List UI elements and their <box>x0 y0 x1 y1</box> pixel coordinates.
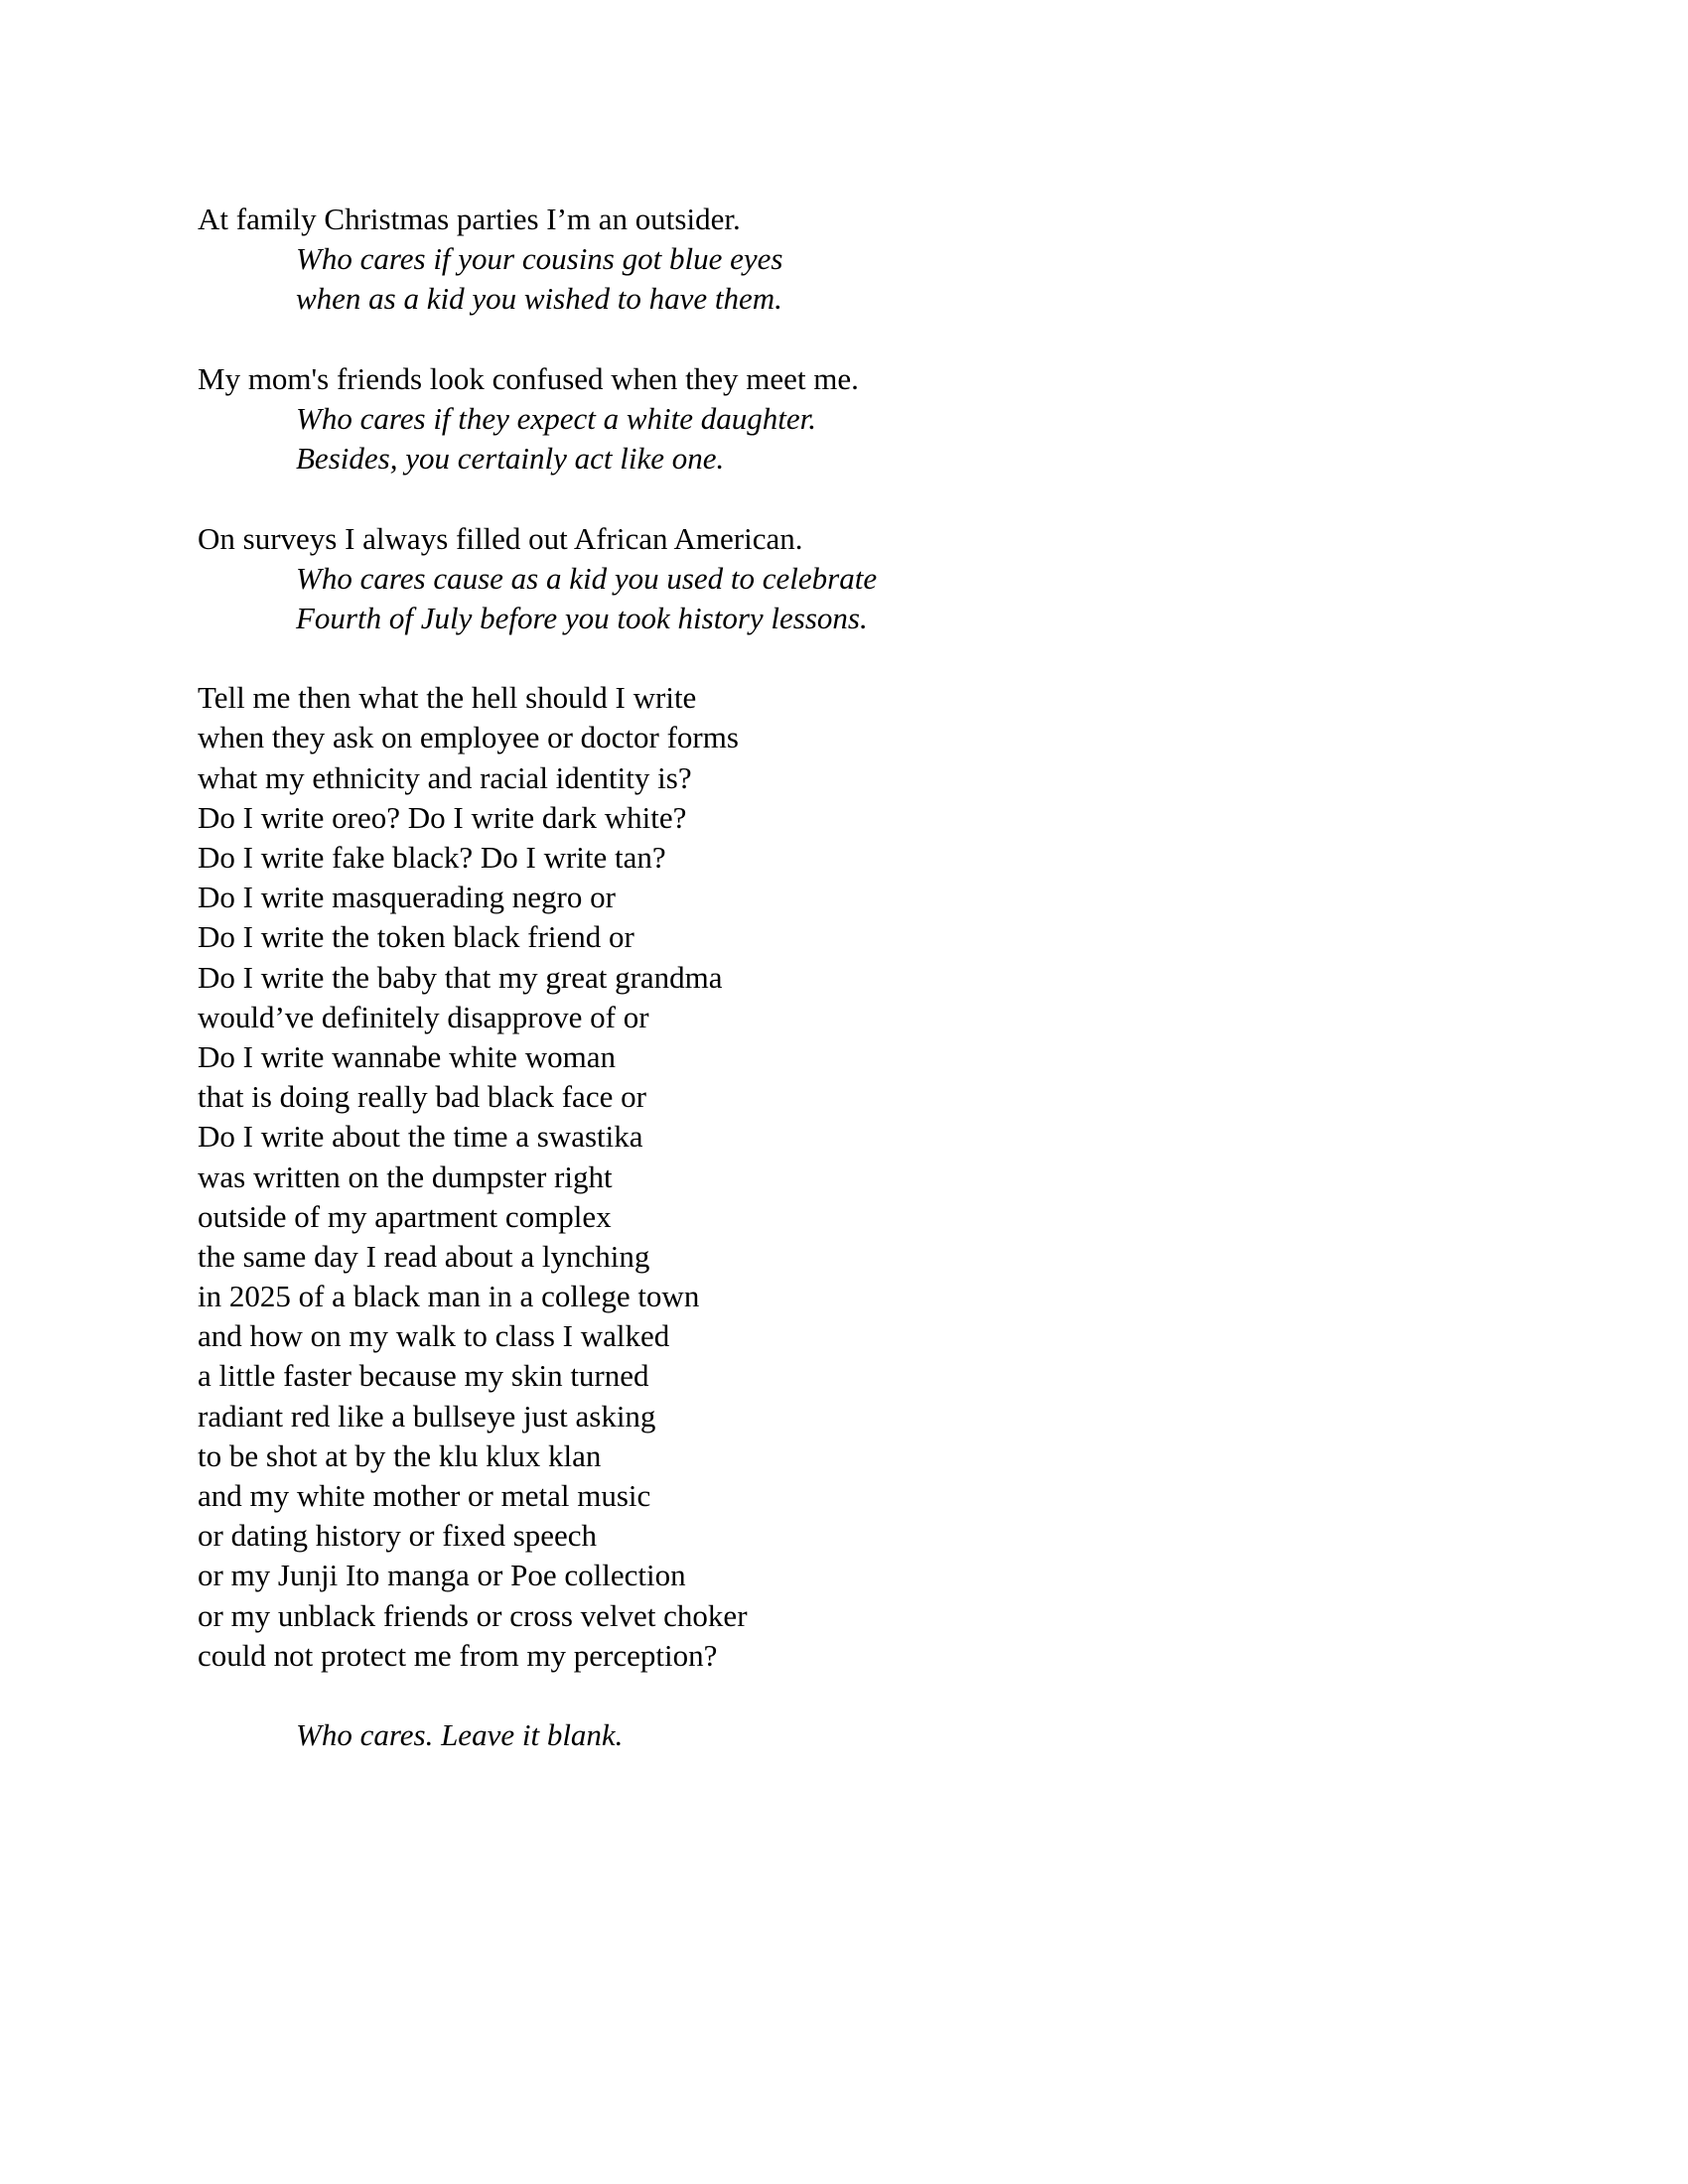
poem-line: was written on the dumpster right <box>198 1159 613 1194</box>
poem-line: Do I write wannabe white woman <box>198 1038 616 1074</box>
stanza-gap <box>198 1676 1488 1715</box>
stanza-1 <box>198 200 1488 320</box>
poem-line-italic: Who cares if your cousins got blue eyes <box>296 241 783 277</box>
poem-line: and how on my walk to class I walked <box>198 1318 670 1354</box>
poem-line: Do I write oreo? Do I write dark white? <box>198 799 687 835</box>
stanza-4 <box>198 678 1488 1676</box>
poem-line: could not protect me from my perception? <box>198 1637 718 1673</box>
closing-line: Who cares. Leave it blank. <box>296 1717 624 1753</box>
poem-line-italic: Who cares if they expect a white daughter. <box>296 400 816 436</box>
poem-line: to be shot at by the klu klux klan <box>198 1437 602 1473</box>
poem-line: and my white mother or metal music <box>198 1478 651 1513</box>
poem-line: the same day I read about a lynching <box>198 1238 650 1274</box>
poem-line: On surveys I always filled out African American. <box>198 520 803 556</box>
stanza-gap <box>198 320 1488 359</box>
poem-line: Do I write masquerading negro or <box>198 880 616 915</box>
poem-line: a little faster because my skin turned <box>198 1358 649 1394</box>
poem-line: radiant red like a bullseye just asking <box>198 1398 656 1433</box>
poem-line: At family Christmas parties I’m an outsider. <box>198 202 741 236</box>
poem-body <box>198 200 1488 1755</box>
poem-line: or my unblack friends or cross velvet choker <box>198 1597 748 1633</box>
poem-line: or dating history or fixed speech <box>198 1518 598 1554</box>
poem-line: outside of my apartment complex <box>198 1198 612 1234</box>
closing-stanza <box>198 1715 1488 1755</box>
poem-line: in 2025 of a black man in a college town <box>198 1279 700 1314</box>
poem-line-italic: Fourth of July before you took history lessons. <box>296 600 868 635</box>
poem-line-italic: Besides, you certainly act like one. <box>296 441 725 477</box>
poem-line: Do I write the token black friend or <box>198 919 634 955</box>
poem-line-italic: when as a kid you wished to have them. <box>296 281 782 317</box>
poem-line: Tell me then what the hell should I write <box>198 680 697 716</box>
poem-line: Do I write about the time a swastika <box>198 1119 643 1155</box>
poem-line: My mom's friends look confused when they meet me. <box>198 360 859 396</box>
poem-line: would’ve definitely disapprove of or <box>198 999 649 1034</box>
poem-line: that is doing really bad black face or <box>198 1079 646 1115</box>
stanza-2 <box>198 359 1488 479</box>
stanza-3 <box>198 519 1488 639</box>
stanza-gap <box>198 478 1488 518</box>
poem-line: Do I write fake black? Do I write tan? <box>198 840 666 875</box>
poem-line: Do I write the baby that my great grandma <box>198 959 723 995</box>
poem-line-italic: Who cares cause as a kid you used to celebrate <box>296 560 878 596</box>
poem-line: when they ask on employee or doctor forms <box>198 720 739 755</box>
stanza-gap <box>198 638 1488 678</box>
poem-line: or my Junji Ito manga or Poe collection <box>198 1558 686 1593</box>
poem-line: what my ethnicity and racial identity is? <box>198 759 692 795</box>
